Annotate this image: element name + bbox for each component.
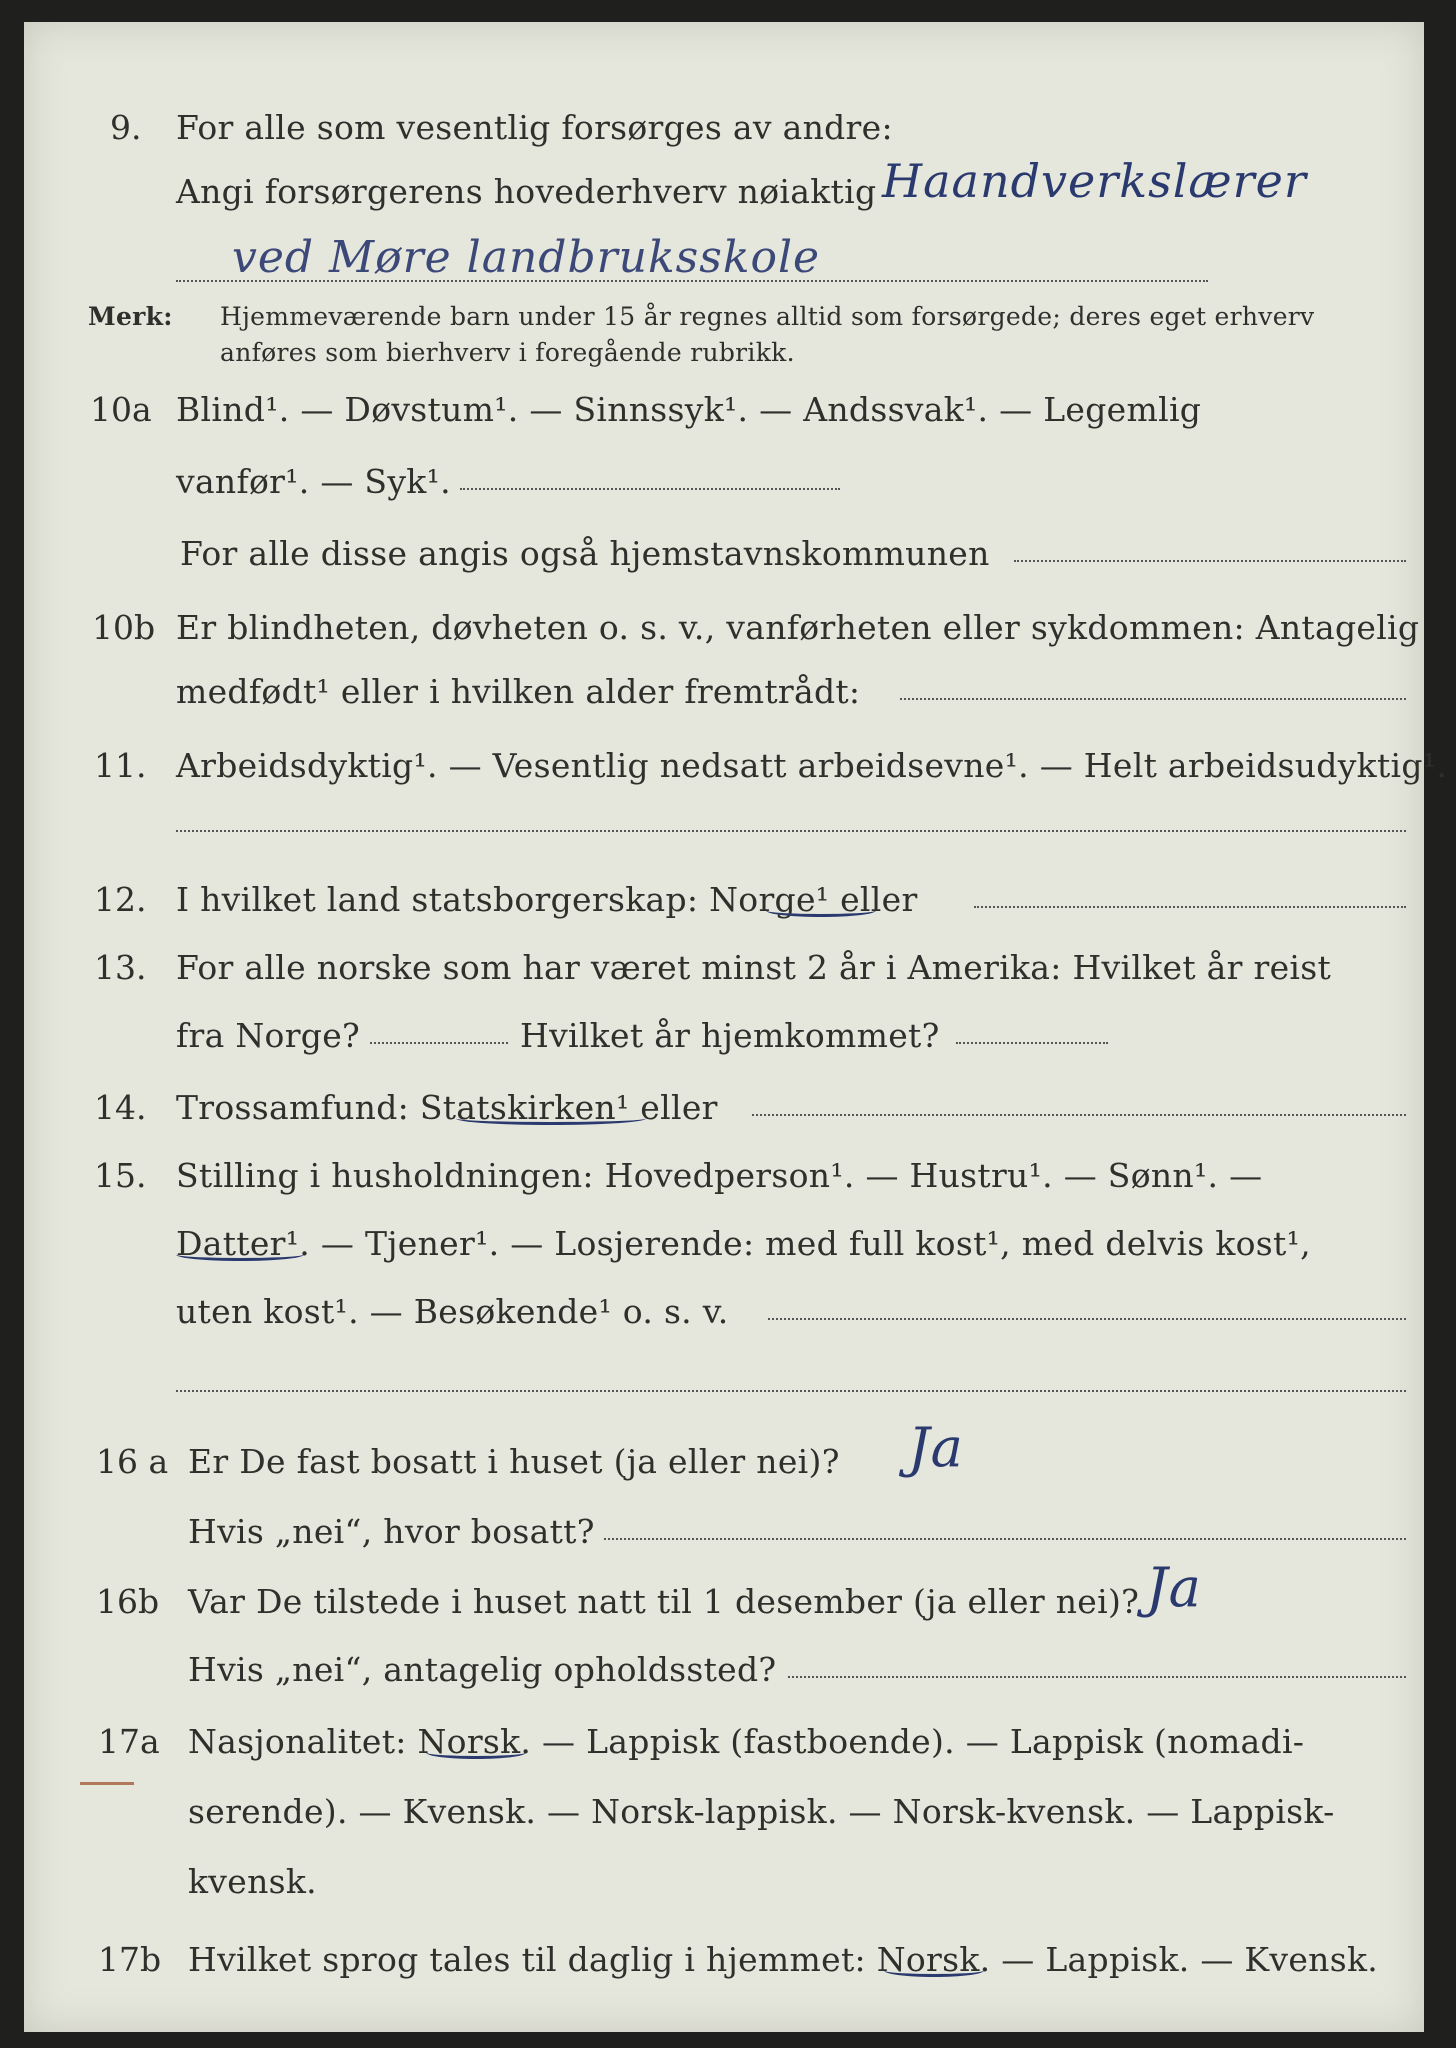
item-number-16a: 16 a [96, 1442, 169, 1481]
q12-line1: I hvilket land statsborgerskap: Norge¹ eller [176, 880, 918, 919]
item-number-15: 15. [94, 1156, 147, 1195]
q16a-line2: Hvis „nei“, hvor bosatt? [188, 1512, 595, 1551]
q13-line2b: Hvilket år hjemkommet? [520, 1016, 940, 1055]
merk-line1: Hjemmeværende barn under 15 år regnes alltid som forsørgede; deres eget erhverv [220, 302, 1315, 331]
q15-line3: uten kost¹. — Besøkende¹ o. s. v. [176, 1292, 729, 1331]
q15-dotted-line-1 [768, 1318, 1406, 1320]
merk-line2: anføres som bierhverv i foregående rubrikk. [220, 338, 795, 367]
item-number-11: 11. [94, 746, 147, 785]
q10a-dotted-line-1 [460, 488, 840, 490]
q10a-dotted-line-2 [1014, 560, 1406, 562]
q14-underline-statskirken [456, 1112, 646, 1125]
item-number-16b: 16b [96, 1582, 160, 1621]
q17a-line3: kvensk. [188, 1862, 317, 1901]
q11-dotted-line [176, 830, 1406, 832]
q12-dotted-line [974, 906, 1406, 908]
q17a-line1: Nasjonalitet: Norsk. — Lappisk (fastboende). — Lappisk (nomadi- [188, 1722, 1305, 1761]
q16b-handwritten-answer: Ja [1146, 1556, 1202, 1619]
q13-dotted-line-2 [956, 1042, 1108, 1044]
q16b-line1: Var De tilstede i huset natt til 1 desember (ja eller nei)? [188, 1582, 1140, 1621]
q10b-dotted-line [900, 698, 1406, 700]
q9-handwritten-answer-1: Haandverkslærer [882, 154, 1307, 208]
item-number-10b: 10b [92, 608, 156, 647]
item-number-14: 14. [94, 1088, 147, 1127]
q13-line2a: fra Norge? [176, 1016, 361, 1055]
q9-line1: For alle som vesentlig forsørges av andre: [176, 108, 893, 147]
q10b-line2: medfødt¹ eller i hvilken alder fremtrådt: [176, 672, 861, 711]
q16b-dotted-line [788, 1676, 1406, 1678]
q15-line2: Datter¹. — Tjener¹. — Losjerende: med full kost¹, med delvis kost¹, [176, 1224, 1311, 1263]
q16b-line2: Hvis „nei“, antagelig opholdssted? [188, 1650, 777, 1689]
q17a-line2: serende). — Kvensk. — Norsk-lappisk. — Norsk-kvensk. — Lappisk- [188, 1792, 1335, 1831]
item-number-17a: 17a [98, 1722, 160, 1761]
merk-label: Merk: [88, 302, 173, 331]
q10a-line1: Blind¹. — Døvstum¹. — Sinnssyk¹. — Andssvak¹. — Legemlig [176, 390, 1202, 429]
q11-line1: Arbeidsdyktig¹. — Vesentlig nedsatt arbeidsevne¹. — Helt arbeidsudyktig¹. [176, 746, 1448, 785]
q15-underline-datter [176, 1248, 304, 1261]
item-number-10a: 10a [90, 390, 152, 429]
q9-dotted-line [176, 280, 1208, 282]
q17b-line1: Hvilket sprog tales til daglig i hjemmet: Norsk. — Lappisk. — Kvensk. [188, 1940, 1379, 1979]
item-number-17b: 17b [98, 1940, 162, 1979]
q13-line1: For alle norske som har været minst 2 år i Amerika: Hvilket år reist [176, 948, 1332, 987]
q14-line1: Trossamfund: Statskirken¹ eller [176, 1088, 718, 1127]
q15-line1: Stilling i husholdningen: Hovedperson¹. — Hustru¹. — Sønn¹. — [176, 1156, 1263, 1195]
margin-mark [80, 1782, 134, 1785]
q17a-underline-norsk [426, 1746, 526, 1759]
item-number-9: 9. [110, 108, 142, 147]
q10a-line2: vanfør¹. — Syk¹. [176, 462, 451, 501]
item-number-13: 13. [94, 948, 147, 987]
q10a-line3: For alle disse angis også hjemstavnskommunen [180, 534, 990, 573]
q9-handwritten-answer-2: ved Møre landbruksskole [232, 232, 821, 283]
q17b-underline-norsk [884, 1964, 984, 1977]
q15-dotted-line-2 [176, 1390, 1406, 1392]
census-form-page [24, 22, 1448, 2032]
q12-underline-norge [766, 904, 876, 917]
q14-dotted-line [752, 1114, 1406, 1116]
q10b-line1: Er blindheten, døvheten o. s. v., vanførheten eller sykdommen: Antagelig [176, 608, 1420, 647]
q9-line2: Angi forsørgerens hovederhverv nøiaktig [176, 172, 877, 211]
q13-dotted-line-1 [370, 1042, 508, 1044]
item-number-12: 12. [94, 880, 147, 919]
q16a-line1: Er De fast bosatt i huset (ja eller nei)? [188, 1442, 840, 1481]
q16a-handwritten-answer: Ja [908, 1416, 964, 1479]
q16a-dotted-line [604, 1538, 1406, 1540]
